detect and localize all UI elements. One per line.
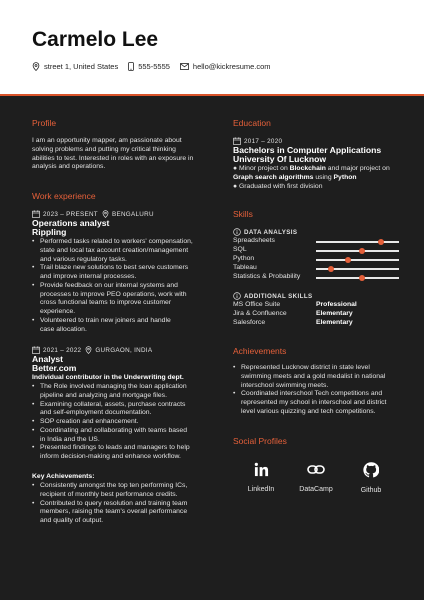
list-item: • Coordinated interschool Tech competitions and represented my school in interschool and district level various quizzing and tech competitions. [233,390,411,416]
social-datacamp[interactable] [288,462,344,493]
skill-level-marker [359,248,365,254]
contact-phone [128,62,170,71]
contact-address [32,62,118,71]
resume-header [0,0,424,94]
skill-level-marker [345,257,351,263]
job-bullets [32,238,207,334]
skill-row [233,273,403,282]
job-company: Better.com [32,363,77,373]
profile-text: I am an opportunity mapper, am passionate about solving problems and putting my critical thinking abilities to test. Interested in roles with an exposure in analysis and operations. [32,137,194,171]
skill-row [233,255,403,264]
skills-heading: Skills [233,209,253,219]
list-item: • Performed tasks related to workers' compensation, state and local tax account creation/management and various regulatory tasks. [32,238,207,264]
calendar-icon [32,346,40,354]
job-period: 2021 – 2022 [43,346,82,354]
skill-level-bar [316,277,399,279]
additional-skill-row: Salesforce Elementary [233,319,353,326]
info-icon [233,228,241,236]
education-degree: Bachelors in Computer Applications [233,145,382,155]
location-pin-icon [85,346,92,354]
phone-icon [128,62,134,71]
profile-heading: Profile [32,118,57,128]
skill-level-bar [316,268,399,270]
mail-icon [180,63,189,70]
achievements-heading: Achievements [233,346,287,356]
calendar-icon [233,137,241,145]
education-period: 2017 – 2020 [244,137,283,145]
job-subtitle: Individual contributor in the Underwriting dept. [32,374,184,381]
job-meta [32,210,154,218]
achievements-label: Key Achievements: [32,473,95,480]
job-meta [32,346,152,354]
skill-name: Statistics & Probability [233,273,301,280]
social-heading: Social Profiles [233,436,287,446]
skill-name: Spreadsheets [233,237,275,244]
job-bullets [32,383,207,462]
education-details: ● Minor project on Blockchain and major project on Graph search algorithms using Python ● Graduated with first division [233,165,390,190]
additional-skills-subheading: ADDITIONAL SKILLS [233,292,313,300]
list-item: • Examining collateral, assets, purchase contracts and self-employment documentation. [32,401,207,419]
achievements-list [233,364,411,417]
skill-name: Tableau [233,264,257,271]
skill-level-marker [378,239,384,245]
list-item: • The Role involved managing the loan application pipeline and analyzing and mortgage files. [32,383,207,401]
list-item: • Consistently amongst the top ten performing ICs, recipient of monthly best performance credits. [32,482,207,500]
skill-row [233,246,403,255]
social-label: Github [360,487,382,494]
skill-level-bar [316,241,399,243]
skill-row [233,237,403,246]
job-role: Analyst [32,354,64,364]
list-item: • Represented Lucknow district in state level swimming meets and a gold medalist in national interschool swimming meets. [233,364,411,390]
contact-bar [32,62,281,71]
location-pin-icon [102,210,109,218]
list-item: • Volunteered to train new joiners and handle case allocation. [32,317,207,335]
key-achievements [32,482,207,526]
skill-name: SQL [233,246,247,253]
list-item: • SOP creation and enhancement. [32,418,207,427]
additional-skill-row: MS Office Suite Professional [233,301,357,308]
list-item: • Presented findings to leads and managers to help inform decision-making and enhance workflow. [32,444,207,462]
social-github[interactable] [343,462,399,494]
social-label: LinkedIn [247,486,275,493]
list-item: • Provide feedback on our internal systems and processes to improve PEO operations, work with cross functional teams to improve customer experience. [32,282,207,317]
location-pin-icon [32,62,40,71]
skill-level-bar [316,259,399,261]
education-meta [233,137,282,145]
info-icon [233,292,241,300]
phone-text: 555-5555 [138,62,170,71]
candidate-name: Carmelo Lee [32,28,159,51]
job-role: Operations analyst [32,218,110,228]
calendar-icon [32,210,40,218]
job-period: 2023 – PRESENT [43,210,98,218]
job-location: GURGAON, INDIA [95,346,153,354]
additional-skill-row: Jira & Confluence Elementary [233,310,353,317]
address-text: street 1, United States [44,62,119,71]
github-icon [363,462,379,478]
list-item: • Contributed to query resolution and training team members, raising the team's overall performance and quality of output. [32,500,207,526]
skill-level-bar [316,250,399,252]
linkedin-icon [254,462,269,477]
job-location: BENGALURU [111,210,154,218]
skill-name: Python [233,255,255,262]
skill-level-marker [359,275,365,281]
education-heading: Education [233,118,271,128]
skill-row [233,264,403,273]
job-company: Rippling [32,227,67,237]
social-label: DataCamp [299,486,333,493]
email-text[interactable]: hello@kickresume.com [192,62,271,71]
resume-body [0,96,424,600]
list-item: • Coordinating and collaborating with teams based in India and the US. [32,427,207,445]
contact-email[interactable] [180,62,271,71]
link-icon [307,462,325,477]
list-item: • Trail blaze new solutions to best serve customers and improve internal processes. [32,264,207,282]
skill-level-marker [328,266,334,272]
social-linkedin[interactable] [233,462,289,493]
work-heading: Work experience [32,191,96,201]
skills-subheading: DATA ANALYSIS [233,228,297,236]
education-school: University Of Lucknow [233,154,327,164]
